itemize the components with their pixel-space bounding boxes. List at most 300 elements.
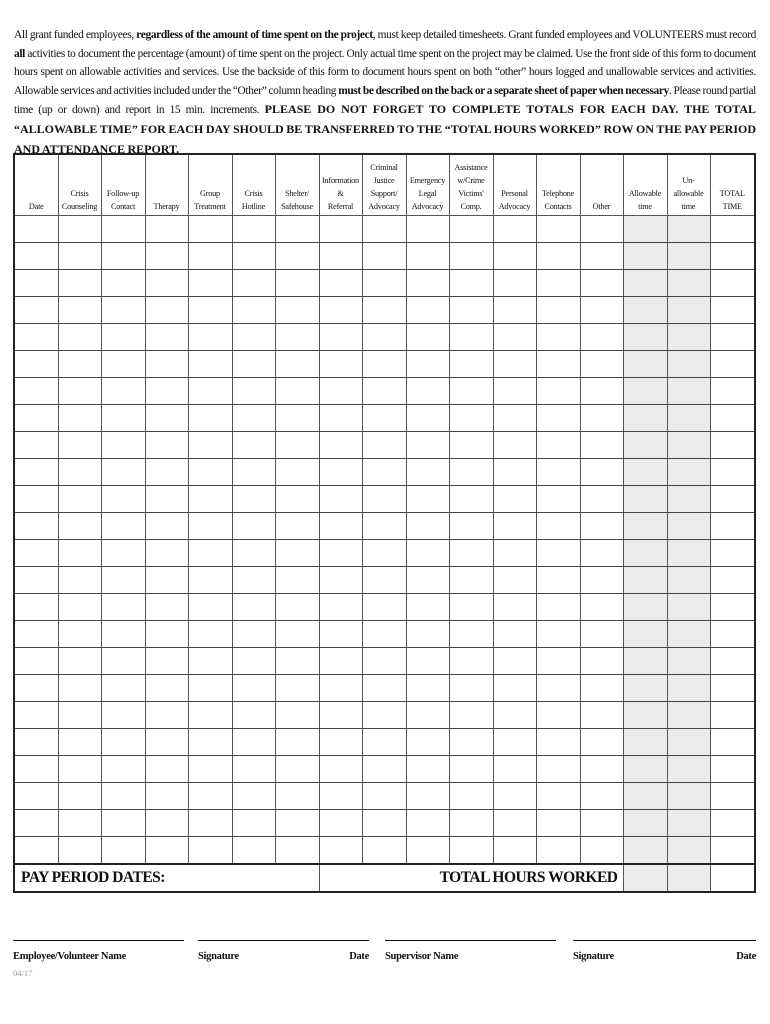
entry-cell[interactable] bbox=[362, 243, 406, 270]
entry-cell[interactable] bbox=[101, 216, 145, 243]
entry-cell[interactable] bbox=[14, 216, 58, 243]
entry-cell[interactable] bbox=[449, 432, 493, 459]
entry-cell[interactable] bbox=[623, 405, 667, 432]
entry-cell[interactable] bbox=[145, 216, 188, 243]
entry-cell[interactable] bbox=[362, 594, 406, 621]
entry-cell[interactable] bbox=[493, 351, 536, 378]
entry-cell[interactable] bbox=[667, 540, 710, 567]
entry-cell[interactable] bbox=[536, 837, 580, 865]
entry-cell[interactable] bbox=[449, 216, 493, 243]
entry-cell[interactable] bbox=[580, 729, 623, 756]
entry-cell[interactable] bbox=[362, 513, 406, 540]
entry-cell[interactable] bbox=[536, 810, 580, 837]
entry-cell[interactable] bbox=[145, 351, 188, 378]
entry-cell[interactable] bbox=[667, 621, 710, 648]
entry-cell[interactable] bbox=[101, 675, 145, 702]
entry-cell[interactable] bbox=[623, 324, 667, 351]
entry-cell[interactable] bbox=[667, 297, 710, 324]
entry-cell[interactable] bbox=[406, 756, 449, 783]
entry-cell[interactable] bbox=[58, 405, 101, 432]
entry-cell[interactable] bbox=[710, 405, 755, 432]
entry-cell[interactable] bbox=[232, 648, 275, 675]
entry-cell[interactable] bbox=[493, 675, 536, 702]
entry-cell[interactable] bbox=[232, 270, 275, 297]
entry-cell[interactable] bbox=[406, 567, 449, 594]
entry-cell[interactable] bbox=[232, 459, 275, 486]
entry-cell[interactable] bbox=[536, 729, 580, 756]
entry-cell[interactable] bbox=[14, 675, 58, 702]
entry-cell[interactable] bbox=[580, 405, 623, 432]
entry-cell[interactable] bbox=[14, 378, 58, 405]
entry-cell[interactable] bbox=[319, 297, 362, 324]
entry-cell[interactable] bbox=[667, 594, 710, 621]
entry-cell[interactable] bbox=[319, 432, 362, 459]
entry-cell[interactable] bbox=[536, 243, 580, 270]
entry-cell[interactable] bbox=[58, 648, 101, 675]
entry-cell[interactable] bbox=[449, 270, 493, 297]
entry-cell[interactable] bbox=[58, 837, 101, 865]
entry-cell[interactable] bbox=[406, 297, 449, 324]
entry-cell[interactable] bbox=[710, 486, 755, 513]
entry-cell[interactable] bbox=[710, 540, 755, 567]
entry-cell[interactable] bbox=[667, 324, 710, 351]
entry-cell[interactable] bbox=[493, 270, 536, 297]
entry-cell[interactable] bbox=[232, 783, 275, 810]
entry-cell[interactable] bbox=[406, 837, 449, 865]
entry-cell[interactable] bbox=[275, 297, 319, 324]
entry-cell[interactable] bbox=[406, 324, 449, 351]
entry-cell[interactable] bbox=[14, 324, 58, 351]
entry-cell[interactable] bbox=[101, 351, 145, 378]
entry-cell[interactable] bbox=[232, 675, 275, 702]
entry-cell[interactable] bbox=[362, 216, 406, 243]
entry-cell[interactable] bbox=[58, 513, 101, 540]
entry-cell[interactable] bbox=[232, 324, 275, 351]
entry-cell[interactable] bbox=[275, 459, 319, 486]
entry-cell[interactable] bbox=[667, 648, 710, 675]
entry-cell[interactable] bbox=[232, 729, 275, 756]
entry-cell[interactable] bbox=[580, 459, 623, 486]
entry-cell[interactable] bbox=[319, 621, 362, 648]
entry-cell[interactable] bbox=[449, 702, 493, 729]
entry-cell[interactable] bbox=[406, 729, 449, 756]
entry-cell[interactable] bbox=[449, 675, 493, 702]
entry-cell[interactable] bbox=[449, 405, 493, 432]
entry-cell[interactable] bbox=[536, 621, 580, 648]
entry-cell[interactable] bbox=[406, 648, 449, 675]
entry-cell[interactable] bbox=[14, 351, 58, 378]
entry-cell[interactable] bbox=[362, 324, 406, 351]
entry-cell[interactable] bbox=[232, 216, 275, 243]
entry-cell[interactable] bbox=[275, 270, 319, 297]
entry-cell[interactable] bbox=[101, 486, 145, 513]
entry-cell[interactable] bbox=[275, 405, 319, 432]
entry-cell[interactable] bbox=[319, 567, 362, 594]
entry-cell[interactable] bbox=[188, 324, 232, 351]
entry-cell[interactable] bbox=[362, 675, 406, 702]
entry-cell[interactable] bbox=[232, 837, 275, 865]
entry-cell[interactable] bbox=[145, 621, 188, 648]
entry-cell[interactable] bbox=[710, 270, 755, 297]
entry-cell[interactable] bbox=[710, 837, 755, 865]
entry-cell[interactable] bbox=[275, 540, 319, 567]
entry-cell[interactable] bbox=[580, 297, 623, 324]
entry-cell[interactable] bbox=[145, 810, 188, 837]
entry-cell[interactable] bbox=[710, 702, 755, 729]
entry-cell[interactable] bbox=[710, 378, 755, 405]
entry-cell[interactable] bbox=[493, 216, 536, 243]
entry-cell[interactable] bbox=[710, 675, 755, 702]
entry-cell[interactable] bbox=[275, 486, 319, 513]
entry-cell[interactable] bbox=[275, 432, 319, 459]
entry-cell[interactable] bbox=[667, 270, 710, 297]
entry-cell[interactable] bbox=[275, 837, 319, 865]
entry-cell[interactable] bbox=[232, 405, 275, 432]
entry-cell[interactable] bbox=[232, 486, 275, 513]
entry-cell[interactable] bbox=[275, 351, 319, 378]
entry-cell[interactable] bbox=[188, 270, 232, 297]
entry-cell[interactable] bbox=[449, 459, 493, 486]
entry-cell[interactable] bbox=[623, 621, 667, 648]
entry-cell[interactable] bbox=[101, 837, 145, 865]
entry-cell[interactable] bbox=[667, 729, 710, 756]
entry-cell[interactable] bbox=[536, 297, 580, 324]
entry-cell[interactable] bbox=[449, 486, 493, 513]
entry-cell[interactable] bbox=[667, 243, 710, 270]
entry-cell[interactable] bbox=[536, 756, 580, 783]
entry-cell[interactable] bbox=[449, 594, 493, 621]
entry-cell[interactable] bbox=[14, 783, 58, 810]
entry-cell[interactable] bbox=[493, 540, 536, 567]
entry-cell[interactable] bbox=[667, 405, 710, 432]
entry-cell[interactable] bbox=[58, 783, 101, 810]
entry-cell[interactable] bbox=[14, 297, 58, 324]
entry-cell[interactable] bbox=[232, 432, 275, 459]
entry-cell[interactable] bbox=[232, 594, 275, 621]
entry-cell[interactable] bbox=[406, 702, 449, 729]
entry-cell[interactable] bbox=[14, 567, 58, 594]
entry-cell[interactable] bbox=[188, 486, 232, 513]
entry-cell[interactable] bbox=[536, 351, 580, 378]
entry-cell[interactable] bbox=[319, 459, 362, 486]
entry-cell[interactable] bbox=[536, 702, 580, 729]
entry-cell[interactable] bbox=[449, 243, 493, 270]
entry-cell[interactable] bbox=[493, 243, 536, 270]
entry-cell[interactable] bbox=[406, 810, 449, 837]
entry-cell[interactable] bbox=[14, 243, 58, 270]
entry-cell[interactable] bbox=[362, 540, 406, 567]
entry-cell[interactable] bbox=[536, 459, 580, 486]
entry-cell[interactable] bbox=[232, 810, 275, 837]
entry-cell[interactable] bbox=[362, 756, 406, 783]
entry-cell[interactable] bbox=[58, 297, 101, 324]
entry-cell[interactable] bbox=[188, 432, 232, 459]
entry-cell[interactable] bbox=[536, 486, 580, 513]
entry-cell[interactable] bbox=[449, 324, 493, 351]
entry-cell[interactable] bbox=[58, 594, 101, 621]
entry-cell[interactable] bbox=[493, 756, 536, 783]
entry-cell[interactable] bbox=[667, 756, 710, 783]
entry-cell[interactable] bbox=[362, 351, 406, 378]
entry-cell[interactable] bbox=[145, 675, 188, 702]
entry-cell[interactable] bbox=[58, 351, 101, 378]
entry-cell[interactable] bbox=[58, 432, 101, 459]
entry-cell[interactable] bbox=[667, 567, 710, 594]
entry-cell[interactable] bbox=[406, 459, 449, 486]
entry-cell[interactable] bbox=[406, 378, 449, 405]
entry-cell[interactable] bbox=[188, 243, 232, 270]
entry-cell[interactable] bbox=[319, 702, 362, 729]
entry-cell[interactable] bbox=[275, 756, 319, 783]
entry-cell[interactable] bbox=[536, 783, 580, 810]
entry-cell[interactable] bbox=[536, 675, 580, 702]
entry-cell[interactable] bbox=[319, 378, 362, 405]
entry-cell[interactable] bbox=[623, 594, 667, 621]
entry-cell[interactable] bbox=[14, 270, 58, 297]
entry-cell[interactable] bbox=[536, 648, 580, 675]
entry-cell[interactable] bbox=[188, 378, 232, 405]
entry-cell[interactable] bbox=[710, 324, 755, 351]
entry-cell[interactable] bbox=[58, 459, 101, 486]
entry-cell[interactable] bbox=[536, 216, 580, 243]
entry-cell[interactable] bbox=[667, 810, 710, 837]
entry-cell[interactable] bbox=[623, 756, 667, 783]
entry-cell[interactable] bbox=[362, 810, 406, 837]
entry-cell[interactable] bbox=[449, 729, 493, 756]
entry-cell[interactable] bbox=[275, 675, 319, 702]
entry-cell[interactable] bbox=[623, 297, 667, 324]
entry-cell[interactable] bbox=[232, 621, 275, 648]
entry-cell[interactable] bbox=[362, 648, 406, 675]
entry-cell[interactable] bbox=[623, 648, 667, 675]
entry-cell[interactable] bbox=[101, 243, 145, 270]
entry-cell[interactable] bbox=[580, 837, 623, 865]
entry-cell[interactable] bbox=[145, 297, 188, 324]
entry-cell[interactable] bbox=[493, 432, 536, 459]
entry-cell[interactable] bbox=[14, 459, 58, 486]
entry-cell[interactable] bbox=[493, 783, 536, 810]
entry-cell[interactable] bbox=[101, 270, 145, 297]
entry-cell[interactable] bbox=[145, 405, 188, 432]
entry-cell[interactable] bbox=[275, 702, 319, 729]
entry-cell[interactable] bbox=[275, 513, 319, 540]
total-allowable-cell[interactable] bbox=[623, 864, 667, 892]
total-time-cell[interactable] bbox=[710, 864, 755, 892]
entry-cell[interactable] bbox=[58, 216, 101, 243]
entry-cell[interactable] bbox=[232, 378, 275, 405]
entry-cell[interactable] bbox=[319, 756, 362, 783]
entry-cell[interactable] bbox=[667, 216, 710, 243]
entry-cell[interactable] bbox=[449, 648, 493, 675]
entry-cell[interactable] bbox=[275, 783, 319, 810]
entry-cell[interactable] bbox=[667, 378, 710, 405]
entry-cell[interactable] bbox=[493, 837, 536, 865]
entry-cell[interactable] bbox=[275, 648, 319, 675]
entry-cell[interactable] bbox=[188, 216, 232, 243]
entry-cell[interactable] bbox=[188, 540, 232, 567]
entry-cell[interactable] bbox=[188, 351, 232, 378]
entry-cell[interactable] bbox=[188, 621, 232, 648]
entry-cell[interactable] bbox=[232, 756, 275, 783]
entry-cell[interactable] bbox=[145, 486, 188, 513]
entry-cell[interactable] bbox=[406, 486, 449, 513]
entry-cell[interactable] bbox=[406, 405, 449, 432]
entry-cell[interactable] bbox=[101, 810, 145, 837]
entry-cell[interactable] bbox=[14, 621, 58, 648]
entry-cell[interactable] bbox=[362, 432, 406, 459]
entry-cell[interactable] bbox=[710, 216, 755, 243]
entry-cell[interactable] bbox=[536, 540, 580, 567]
entry-cell[interactable] bbox=[101, 513, 145, 540]
entry-cell[interactable] bbox=[101, 405, 145, 432]
entry-cell[interactable] bbox=[101, 297, 145, 324]
entry-cell[interactable] bbox=[580, 243, 623, 270]
entry-cell[interactable] bbox=[623, 783, 667, 810]
entry-cell[interactable] bbox=[319, 594, 362, 621]
entry-cell[interactable] bbox=[623, 243, 667, 270]
entry-cell[interactable] bbox=[232, 540, 275, 567]
entry-cell[interactable] bbox=[449, 513, 493, 540]
entry-cell[interactable] bbox=[449, 837, 493, 865]
entry-cell[interactable] bbox=[667, 702, 710, 729]
entry-cell[interactable] bbox=[275, 243, 319, 270]
entry-cell[interactable] bbox=[710, 351, 755, 378]
entry-cell[interactable] bbox=[493, 405, 536, 432]
entry-cell[interactable] bbox=[58, 567, 101, 594]
entry-cell[interactable] bbox=[101, 567, 145, 594]
entry-cell[interactable] bbox=[319, 540, 362, 567]
entry-cell[interactable] bbox=[406, 594, 449, 621]
entry-cell[interactable] bbox=[623, 432, 667, 459]
supervisor-signature-line[interactable] bbox=[573, 940, 756, 941]
entry-cell[interactable] bbox=[449, 783, 493, 810]
entry-cell[interactable] bbox=[449, 621, 493, 648]
entry-cell[interactable] bbox=[536, 378, 580, 405]
entry-cell[interactable] bbox=[536, 270, 580, 297]
entry-cell[interactable] bbox=[580, 594, 623, 621]
entry-cell[interactable] bbox=[710, 783, 755, 810]
entry-cell[interactable] bbox=[319, 243, 362, 270]
entry-cell[interactable] bbox=[580, 567, 623, 594]
entry-cell[interactable] bbox=[58, 729, 101, 756]
entry-cell[interactable] bbox=[58, 324, 101, 351]
entry-cell[interactable] bbox=[406, 270, 449, 297]
entry-cell[interactable] bbox=[710, 594, 755, 621]
entry-cell[interactable] bbox=[449, 810, 493, 837]
entry-cell[interactable] bbox=[145, 648, 188, 675]
entry-cell[interactable] bbox=[188, 675, 232, 702]
entry-cell[interactable] bbox=[667, 513, 710, 540]
entry-cell[interactable] bbox=[319, 486, 362, 513]
employee-signature-line[interactable] bbox=[198, 940, 369, 941]
entry-cell[interactable] bbox=[710, 513, 755, 540]
entry-cell[interactable] bbox=[58, 702, 101, 729]
entry-cell[interactable] bbox=[188, 459, 232, 486]
entry-cell[interactable] bbox=[406, 621, 449, 648]
entry-cell[interactable] bbox=[493, 567, 536, 594]
entry-cell[interactable] bbox=[667, 432, 710, 459]
entry-cell[interactable] bbox=[14, 540, 58, 567]
entry-cell[interactable] bbox=[493, 648, 536, 675]
entry-cell[interactable] bbox=[188, 702, 232, 729]
entry-cell[interactable] bbox=[623, 378, 667, 405]
entry-cell[interactable] bbox=[493, 459, 536, 486]
supervisor-name-line[interactable] bbox=[385, 940, 556, 941]
entry-cell[interactable] bbox=[14, 648, 58, 675]
entry-cell[interactable] bbox=[362, 459, 406, 486]
entry-cell[interactable] bbox=[58, 243, 101, 270]
entry-cell[interactable] bbox=[232, 297, 275, 324]
entry-cell[interactable] bbox=[101, 648, 145, 675]
entry-cell[interactable] bbox=[319, 837, 362, 865]
entry-cell[interactable] bbox=[536, 324, 580, 351]
entry-cell[interactable] bbox=[188, 567, 232, 594]
entry-cell[interactable] bbox=[362, 621, 406, 648]
entry-cell[interactable] bbox=[710, 243, 755, 270]
entry-cell[interactable] bbox=[58, 756, 101, 783]
entry-cell[interactable] bbox=[710, 432, 755, 459]
entry-cell[interactable] bbox=[623, 729, 667, 756]
entry-cell[interactable] bbox=[362, 729, 406, 756]
entry-cell[interactable] bbox=[145, 756, 188, 783]
entry-cell[interactable] bbox=[362, 837, 406, 865]
entry-cell[interactable] bbox=[493, 810, 536, 837]
entry-cell[interactable] bbox=[406, 513, 449, 540]
employee-name-line[interactable] bbox=[13, 940, 184, 941]
entry-cell[interactable] bbox=[101, 378, 145, 405]
entry-cell[interactable] bbox=[449, 297, 493, 324]
entry-cell[interactable] bbox=[58, 540, 101, 567]
entry-cell[interactable] bbox=[188, 837, 232, 865]
entry-cell[interactable] bbox=[710, 567, 755, 594]
entry-cell[interactable] bbox=[493, 729, 536, 756]
entry-cell[interactable] bbox=[667, 351, 710, 378]
entry-cell[interactable] bbox=[188, 405, 232, 432]
entry-cell[interactable] bbox=[623, 810, 667, 837]
entry-cell[interactable] bbox=[145, 378, 188, 405]
entry-cell[interactable] bbox=[145, 783, 188, 810]
entry-cell[interactable] bbox=[623, 513, 667, 540]
entry-cell[interactable] bbox=[101, 783, 145, 810]
entry-cell[interactable] bbox=[580, 783, 623, 810]
entry-cell[interactable] bbox=[362, 783, 406, 810]
entry-cell[interactable] bbox=[362, 297, 406, 324]
entry-cell[interactable] bbox=[493, 621, 536, 648]
entry-cell[interactable] bbox=[58, 810, 101, 837]
entry-cell[interactable] bbox=[667, 783, 710, 810]
entry-cell[interactable] bbox=[623, 540, 667, 567]
entry-cell[interactable] bbox=[406, 432, 449, 459]
entry-cell[interactable] bbox=[493, 702, 536, 729]
entry-cell[interactable] bbox=[580, 756, 623, 783]
entry-cell[interactable] bbox=[580, 216, 623, 243]
entry-cell[interactable] bbox=[319, 270, 362, 297]
entry-cell[interactable] bbox=[232, 567, 275, 594]
entry-cell[interactable] bbox=[275, 729, 319, 756]
entry-cell[interactable] bbox=[145, 432, 188, 459]
entry-cell[interactable] bbox=[14, 702, 58, 729]
entry-cell[interactable] bbox=[362, 702, 406, 729]
entry-cell[interactable] bbox=[623, 270, 667, 297]
entry-cell[interactable] bbox=[493, 297, 536, 324]
entry-cell[interactable] bbox=[188, 756, 232, 783]
entry-cell[interactable] bbox=[710, 297, 755, 324]
entry-cell[interactable] bbox=[449, 756, 493, 783]
entry-cell[interactable] bbox=[580, 540, 623, 567]
entry-cell[interactable] bbox=[406, 783, 449, 810]
entry-cell[interactable] bbox=[14, 486, 58, 513]
entry-cell[interactable] bbox=[188, 810, 232, 837]
